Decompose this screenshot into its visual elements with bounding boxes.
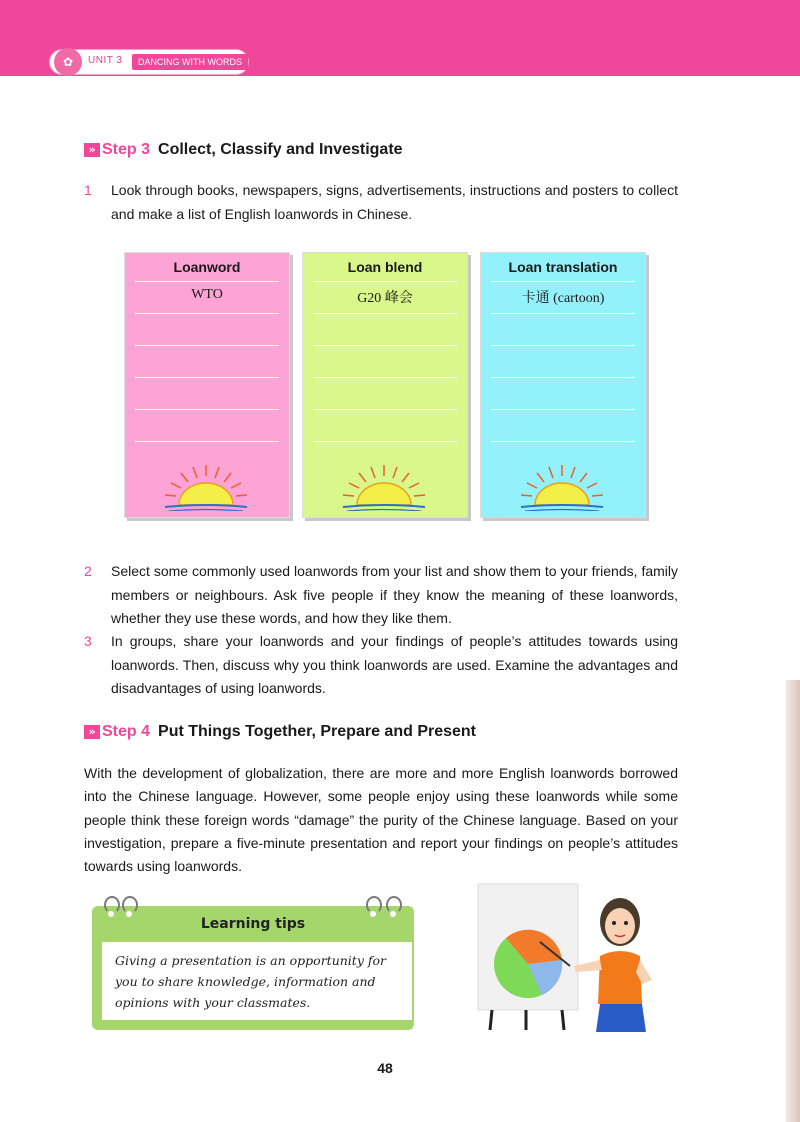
binder-ring-icon: [366, 896, 382, 914]
panel-heading: Loanword: [173, 259, 241, 275]
item-text: Select some commonly used loanwords from your list and show them to your friends, family members or neighbours. Ask five people if they know the meaning of these loanwords, whether they use these words, and how they like them.: [111, 563, 678, 626]
tips-title: Learning tips: [200, 916, 306, 932]
panel-example: 卡通 (cartoon): [521, 291, 605, 306]
write-line: [313, 345, 457, 346]
loan-blend-panel: [302, 252, 468, 518]
double-chevron-icon: »: [84, 725, 100, 739]
list-item-1: [84, 179, 678, 226]
page-number: 48: [377, 1060, 393, 1076]
write-line: [491, 377, 635, 378]
list-item-3: [84, 630, 678, 701]
panel-example: G20 峰会: [357, 291, 413, 306]
divider: [491, 281, 635, 282]
write-line: [313, 441, 457, 442]
write-line: [491, 345, 635, 346]
loanword-panel: [124, 252, 290, 518]
loan-translation-panel: [480, 252, 646, 518]
item-number: 1: [84, 182, 92, 198]
divider: [135, 281, 279, 282]
sunrise-icon: [517, 463, 607, 511]
unit-banner: [50, 50, 248, 74]
item-text: In groups, share your loanwords and your findings of people’s attitudes towards using loanwords. Then, discuss why you think loanwords are used. Examine the advantages and disadvantages of using loanwords.: [111, 633, 678, 696]
learning-tips-box: [92, 906, 414, 1030]
unit-logo-icon: ✿: [54, 48, 82, 76]
binder-ring-icon: [386, 896, 402, 914]
step3-title: Collect, Classify and Investigate: [158, 141, 403, 158]
step4-label: Step 4: [102, 723, 151, 740]
step4-heading: [84, 723, 476, 741]
write-line: [491, 313, 635, 314]
tips-body: Giving a presentation is an opportunity for you to share knowledge, information and opinions with your classmates.: [102, 942, 412, 1020]
step3-label: Step 3: [102, 141, 151, 158]
unit-label: UNIT 3: [88, 55, 123, 66]
step3-heading: [84, 141, 403, 159]
list-item-2: [84, 560, 678, 631]
write-line: [313, 377, 457, 378]
divider: [313, 281, 457, 282]
write-line: [313, 409, 457, 410]
write-line: [135, 345, 279, 346]
panel-heading: Loan translation: [508, 259, 618, 275]
write-line: [135, 313, 279, 314]
write-line: [135, 409, 279, 410]
panel-example: WTO: [191, 287, 223, 302]
item-number: 3: [84, 633, 92, 649]
write-line: [135, 377, 279, 378]
panel-heading: Loan blend: [347, 259, 423, 275]
binder-ring-icon: [122, 896, 138, 914]
sunrise-icon: [339, 463, 429, 511]
double-chevron-icon: »: [84, 143, 100, 157]
item-text: Look through books, newspapers, signs, advertisements, instructions and posters to collect and make a list of English loanwords in Chinese.: [111, 182, 678, 222]
write-line: [491, 409, 635, 410]
presenter-illustration: [470, 880, 680, 1032]
body-paragraph: With the development of globalization, there are more and more English loanwords borrowed into the Chinese language. However, some people enjoy using these loanwords while some people think these foreign words “damage” the purity of the Chinese language. Based on your investigation, prepare a five-minute presentation and report your findings on people’s attitudes towards using loanwords.: [84, 765, 678, 875]
binder-ring-icon: [104, 896, 120, 914]
page-edge: [786, 680, 800, 1122]
write-line: [491, 441, 635, 442]
unit-title: DANCING WITH WORDS: [132, 54, 248, 70]
sunrise-icon: [161, 463, 251, 511]
item-number: 2: [84, 563, 92, 579]
step4-title: Put Things Together, Prepare and Present: [158, 723, 477, 740]
write-line: [135, 441, 279, 442]
write-line: [313, 313, 457, 314]
